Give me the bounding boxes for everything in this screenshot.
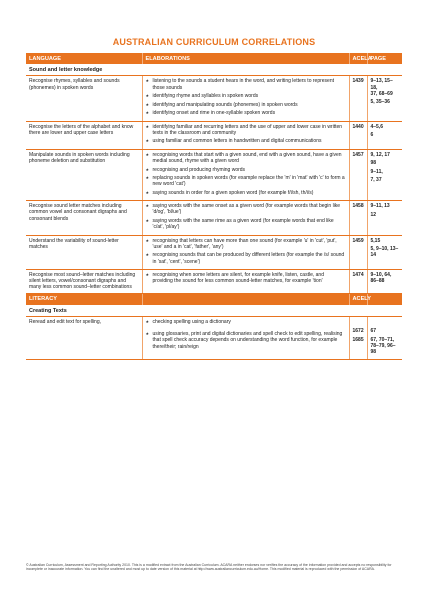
header-blank — [142, 293, 349, 305]
row-code — [349, 76, 367, 121]
elaboration-item: ★ saying sounds in order for a given spoken word (for example f/i/sh, th/i/s) — [146, 190, 346, 196]
row-pages — [367, 235, 402, 269]
page-ref: 37, 68–69 — [370, 90, 393, 97]
row-elaborations — [142, 317, 349, 360]
table-row — [26, 270, 402, 294]
page-ref: 9–11, — [370, 168, 383, 175]
header-elaborations: ELABORATIONS — [142, 53, 349, 64]
row-elaborations — [142, 121, 349, 149]
page-ref: 7, 37 — [370, 177, 382, 184]
table-header-literacy — [26, 293, 402, 305]
row-pages — [367, 149, 402, 200]
row-description: Recognise sound letter matches including common vowel and consonant digraphs and consonant blends — [26, 201, 142, 235]
header-acely: ACELY — [349, 293, 367, 305]
elaboration-item: ★ identifying and manipulating sounds (phonemes) in spoken words — [146, 102, 346, 108]
row-elaborations — [142, 235, 349, 269]
elaboration-item: ★ replacing sounds in spoken words (for example replace the 'm' in 'mat' with 'c' to form a new word 'cat') — [146, 175, 346, 187]
row-code — [349, 149, 367, 200]
row-description: Reread and edit text for spelling, — [26, 317, 142, 360]
row-code — [349, 317, 367, 360]
row-code — [349, 235, 367, 269]
elaboration-item: ★ identifying onset and rime in one-syllable spoken words — [146, 110, 346, 116]
row-elaborations — [142, 201, 349, 235]
elaboration-item: ★ recognising when some letters are silent, for example knife, listen, castle, and providing the sound for less common sound-letter matches, for example 'tion' — [146, 272, 346, 284]
page-ref: 86–88 — [370, 278, 385, 285]
elaboration-item: ★ recognising words that start with a given sound, end with a given sound, have a given medial sound, rhyme with a given word — [146, 152, 346, 164]
page-ref: 67 — [370, 328, 377, 335]
page-ref: 5, 9–10, 13–14 — [370, 246, 399, 259]
elaboration-item: ★ listening to the sounds a student hears in the word, and writing letters to represent those sounds — [146, 78, 346, 90]
table-row — [26, 317, 402, 360]
row-elaborations — [142, 270, 349, 294]
page-ref: 9–13, 15–18, — [370, 78, 393, 91]
table-row — [26, 149, 402, 200]
table-row — [26, 201, 402, 235]
row-description: Recognise rhymes, syllables and sounds (phonemes) in spoken words — [26, 76, 142, 121]
code-value: 1474 — [352, 272, 364, 279]
row-pages — [367, 317, 402, 360]
page-ref: 5, 35–36 — [370, 99, 390, 106]
row-code — [349, 121, 367, 149]
row-pages — [367, 76, 402, 121]
elaboration-item: ★ recognising and producing rhyming words — [146, 167, 346, 173]
header-literacy: LITERACY — [26, 293, 142, 305]
header-page: PAGE — [367, 53, 402, 64]
table-row — [26, 76, 402, 121]
row-code — [349, 201, 367, 235]
row-code — [349, 270, 367, 294]
language-table — [26, 53, 402, 360]
row-elaborations — [142, 149, 349, 200]
page-ref: 9, 12, 17 — [370, 151, 390, 158]
code-value: 1439 — [352, 78, 364, 85]
page-ref: 5,15 — [370, 237, 381, 244]
page-ref: 6 — [370, 132, 374, 139]
header-language: LANGUAGE — [26, 53, 142, 64]
elaboration-item: ★ recognising sounds that can be produced by different letters (for example the /s/ sound in 'sat', 'cent', 'scene') — [146, 252, 346, 264]
row-pages — [367, 201, 402, 235]
code-value: 1685 — [352, 336, 364, 343]
elaboration-item: ★ saying words with the same onset as a given word (for example words that begin like 'd/og', 'bl/ue') — [146, 203, 346, 215]
table-row — [26, 235, 402, 269]
elaboration-item: ★ using glossaries, print and digital dictionaries and spell check to edit spelling, realising that spell check accuracy depends on understanding the word function, for example there/their; rain/reign — [146, 331, 346, 350]
row-pages — [367, 121, 402, 149]
code-value: 1440 — [352, 123, 364, 130]
elaboration-item: ★ identifying familiar and recurring letters and the use of upper and lower case in written texts in the classroom and community — [146, 124, 346, 136]
row-description: Recognise the letters of the alphabet and know there are lower and upper case letters — [26, 121, 142, 149]
elaboration-item: ★ recognising that letters can have more than one sound (for example 'u' in 'cut', 'put', 'use' and a in 'cat', 'father', 'any') — [146, 238, 346, 250]
table-row — [26, 121, 402, 149]
elaboration-item: ★ checking spelling using a dictionary — [146, 319, 346, 325]
header-acela: ACELA — [349, 53, 367, 64]
header-blank — [367, 293, 402, 305]
page-ref: 4–5,6 — [370, 123, 384, 130]
subheading-creating-texts: Creating Texts — [26, 305, 402, 317]
subheading-sound-letter: Sound and letter knowledge — [26, 64, 402, 76]
table-header — [26, 53, 402, 64]
page-ref: 67, 70–71, 78–79, 96–98 — [370, 336, 396, 355]
row-elaborations — [142, 76, 349, 121]
code-value: 1672 — [352, 328, 364, 335]
page-ref: 12 — [370, 211, 377, 218]
elaboration-item: ★ using familiar and common letters in handwritten and digital communications — [146, 138, 346, 144]
code-value: 1458 — [352, 203, 364, 210]
row-description: Recognise most sound–letter matches including silent letters, vowel/consonant digraphs and many less common sound–letter combinations — [26, 270, 142, 294]
row-description: Understand the variability of sound-letter matches — [26, 235, 142, 269]
page-ref: 9–10, 64, — [370, 272, 392, 279]
copyright-footer: © Australian Curriculum, Assessment and Reporting Authority 2010. This is a modified extract from the Australian Curriculum. ACARA neither endorses nor verifies the accuracy of the information provided and accepts no responsibility for incomplete or inaccurate information. You can find the unaltered and most up to date version of this material at http://www.australiancurriculum.edu.au/Home. This modified material is reproduced with the permission of ACARA. — [26, 563, 392, 572]
code-value: 1459 — [352, 237, 364, 244]
page-ref: 9–11, 13 — [370, 203, 390, 210]
page-title: AUSTRALIAN CURRICULUM CORRELATIONS — [112, 37, 316, 47]
elaboration-item: ★ identifying rhyme and syllables in spoken words — [146, 93, 346, 99]
elaboration-item: ★ saying words with the same rime as a given word (for example words that end like 'c/at', 'pl/ay') — [146, 218, 346, 230]
page-ref: 98 — [370, 160, 377, 167]
row-pages — [367, 270, 402, 294]
row-description: Manipulate sounds in spoken words including phoneme deletion and substitution — [26, 149, 142, 200]
code-value: 1457 — [352, 151, 364, 158]
